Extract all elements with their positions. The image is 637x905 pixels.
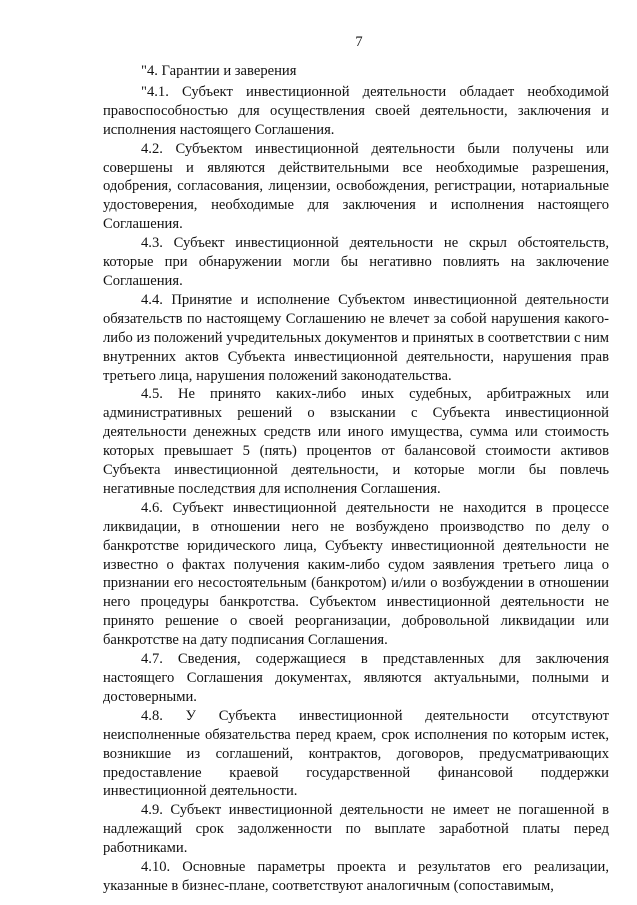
clause-4-2: 4.2. Субъектом инвестиционной деятельности были получены или совершены и являются действительными все необходимые разрешения, одобрения, согласования, лицензии, освобождения, регистрации, нотариальные удостоверения, необходимые для заключения и исполнения настоящего Соглашения. xyxy=(103,140,609,233)
clause-4-5: 4.5. Не принято каких-либо иных судебных, арбитражных или административных решений о взыскании с Субъекта инвестиционной деятельности денежных средств или иного имущества, сумма или стоимость которых превышает 5 (пять) процентов от балансовой стоимости активов Субъекта инвестиционной деятельности, и которые могли бы повлечь негативные последствия для исполнения Соглашения. xyxy=(103,386,609,497)
section-heading: "4. Гарантии и заверения xyxy=(141,63,297,79)
document-page xyxy=(103,0,609,905)
clause-4-6: 4.6. Субъект инвестиционной деятельности не находится в процессе ликвидации, в отношении него не возбуждено производство по делу о банкротстве юридического лица, Субъекту инвестиционной деятельности не известно о фактах получения каким-либо судом заявления третьего лица о признании его несостоятельным (банкротом) и/или о возбуждении в отношении него процедуры банкротства. Субъектом инвестиционной деятельности не принято решение о своей реорганизации, добровольной ликвидации или банкротстве на дату подписания Соглашения. xyxy=(103,499,609,649)
clause-4-9: 4.9. Субъект инвестиционной деятельности не имеет не погашенной в надлежащий срок задолженности по выплате заработной платы перед работниками. xyxy=(103,802,609,857)
page-number: 7 xyxy=(355,34,363,50)
clause-4-8: 4.8. У Субъекта инвестиционной деятельности отсутствуют неисполненные обязательства перед краем, срок исполнения по которым истек, возникшие из соглашений, контрактов, договоров, предусматривающих предоставление краевой государственной финансовой поддержки инвестиционной деятельности. xyxy=(103,707,609,800)
clause-4-10: 4.10. Основные параметры проекта и результатов его реализации, указанные в бизнес-плане, соответствуют аналогичным (сопоставимым, xyxy=(103,859,609,894)
clause-4-1: "4.1. Субъект инвестиционной деятельности обладает необходимой правоспособностью для осуществления своей деятельности, заключения и исполнения настоящего Соглашения. xyxy=(103,83,609,138)
clause-4-7: 4.7. Сведения, содержащиеся в представленных для заключения настоящего Соглашения документах, являются актуальными, полными и достоверными. xyxy=(103,651,609,705)
document-body xyxy=(103,62,609,896)
clause-4-4: 4.4. Принятие и исполнение Субъектом инвестиционной деятельности обязательств по настоящему Соглашению не влечет за собой нарушения какого-либо из положений учредительных документов и принятых в соответствии с ним внутренних актов Субъекта инвестиционной деятельности, нарушения прав третьего лица, нарушения положений законодательства. xyxy=(103,291,609,384)
clause-4-3: 4.3. Субъект инвестиционной деятельности не скрыл обстоятельств, которые при обнаружении могли бы негативно повлиять на заключение Соглашения. xyxy=(103,235,609,289)
